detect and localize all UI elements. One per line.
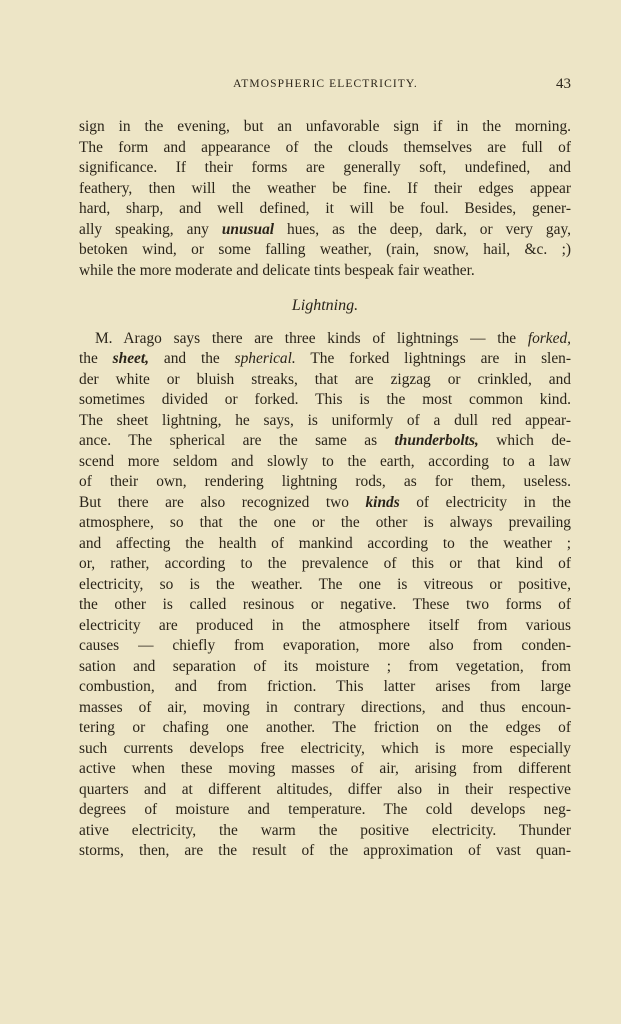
text-line: sometimes divided or forked. This is the most common kind. bbox=[79, 391, 571, 408]
text-segment: the bbox=[79, 350, 113, 367]
text-line: combustion, and from friction. This latter arises from large bbox=[79, 678, 571, 695]
text-segment: which de- bbox=[478, 432, 571, 449]
text-segment: and the bbox=[149, 350, 235, 367]
text-line: the other is called resinous or negative. These two forms of bbox=[79, 596, 571, 613]
emphasis-text: thunderbolts, bbox=[394, 432, 479, 449]
text-segment: M. Arago says there are three kinds of lightnings — the bbox=[95, 329, 528, 347]
text-segment: ance. The spherical are the same as bbox=[79, 432, 395, 449]
text-line: betoken wind, or some falling weather, (rain, snow, hail, &c. ;) bbox=[79, 241, 571, 258]
text-segment: ally speaking, any bbox=[79, 220, 222, 238]
text-line: der white or bluish streaks, that are zigzag or crinkled, and bbox=[79, 370, 571, 388]
emphasis-text: sheet, bbox=[112, 350, 150, 367]
running-head: ATMOSPHERIC ELECTRICITY. bbox=[233, 78, 418, 90]
emphasis-text: kinds bbox=[365, 493, 400, 511]
text-line: masses of air, moving in contrary directions, and thus encoun- bbox=[79, 698, 571, 716]
section-heading: Lightning. bbox=[291, 297, 359, 314]
text-line: or, rather, according to the prevalence of this or that kind of bbox=[79, 555, 571, 572]
text-segment: But there are also recognized two bbox=[79, 493, 366, 511]
text-line: tering or chafing one another. The friction on the edges of bbox=[79, 719, 571, 736]
text-line: sation and separation of its moisture ; from vegetation, from bbox=[79, 657, 571, 675]
emphasis-text: spherical. bbox=[234, 350, 296, 367]
text-line bbox=[79, 329, 571, 350]
emphasis-text: unusual bbox=[221, 220, 275, 238]
text-line bbox=[79, 493, 571, 514]
text-line: active when these moving masses of air, arising from different bbox=[79, 760, 571, 777]
text-line: electricity are produced in the atmosphere itself from various bbox=[79, 616, 571, 634]
body-text bbox=[79, 117, 571, 862]
paragraph-lightning bbox=[79, 329, 571, 862]
text-line: hard, sharp, and well defined, it will be foul. Besides, gener- bbox=[79, 200, 571, 217]
text-line: significance. If their forms are generally soft, undefined, and bbox=[79, 159, 571, 176]
text-line: of their own, rendering lightning rods, as for them, useless. bbox=[79, 473, 571, 490]
text-line: The form and appearance of the clouds themselves are full of bbox=[79, 138, 571, 156]
page-header bbox=[80, 78, 571, 96]
paragraph-clouds bbox=[79, 117, 571, 281]
text-line: causes — chiefly from evaporation, more also from conden- bbox=[79, 637, 571, 654]
text-line bbox=[79, 349, 571, 370]
text-line: quarters and at different altitudes, differ also in their respective bbox=[79, 780, 571, 798]
text-line: scend more seldom and slowly to the earth, according to a law bbox=[79, 452, 571, 470]
text-line: such currents develops free electricity, which is more especially bbox=[79, 739, 571, 757]
text-line: ative electricity, the warm the positive electricity. Thunder bbox=[79, 821, 571, 839]
text-line: degrees of moisture and temperature. The cold develops neg- bbox=[79, 801, 571, 818]
text-line bbox=[79, 431, 571, 452]
text-segment: hues, as the deep, dark, or very gay, bbox=[274, 220, 572, 238]
text-segment: The forked lightnings are in slen- bbox=[295, 350, 571, 367]
emphasis-text: forked, bbox=[527, 329, 571, 347]
text-line: sign in the evening, but an unfavorable sign if in the morning. bbox=[79, 118, 571, 135]
text-line bbox=[79, 220, 571, 241]
text-line: while the more moderate and delicate tints bespeak fair weather. bbox=[79, 261, 475, 279]
text-line: and affecting the health of mankind according to the weather ; bbox=[79, 534, 571, 552]
text-line: feathery, then will the weather be fine. If their edges appear bbox=[79, 179, 571, 197]
text-line: atmosphere, so that the one or the other is always prevailing bbox=[79, 514, 571, 531]
page-number: 43 bbox=[556, 76, 571, 92]
text-line: storms, then, are the result of the approximation of vast quan- bbox=[79, 842, 571, 859]
text-line: The sheet lightning, he says, is uniformly of a dull red appear- bbox=[79, 411, 571, 429]
text-segment: of electricity in the bbox=[399, 493, 571, 511]
text-line: electricity, so is the weather. The one is vitreous or positive, bbox=[79, 575, 571, 593]
